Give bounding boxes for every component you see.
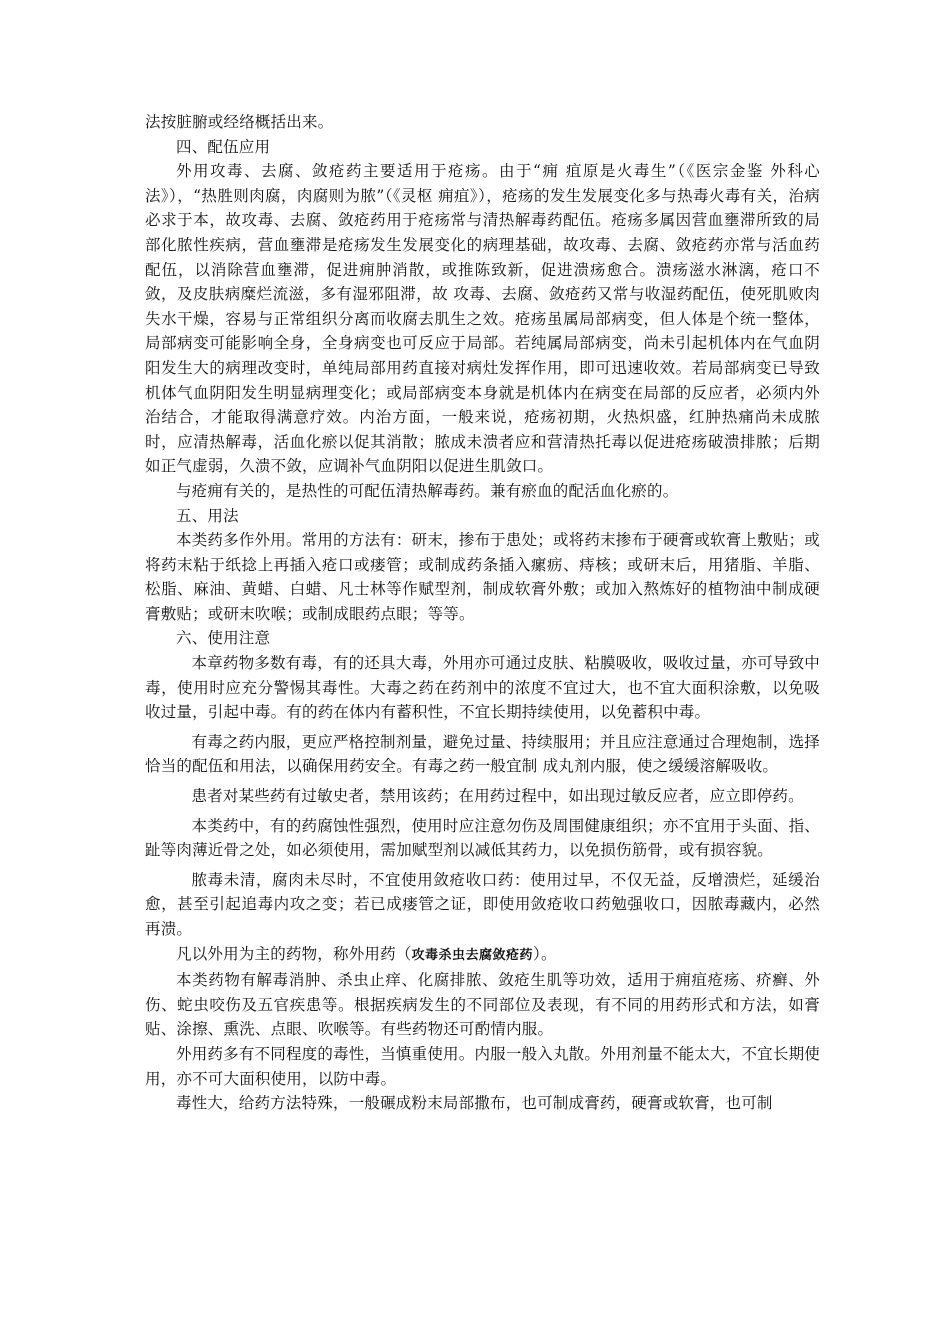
section-heading-compatibility: 四、配伍应用 — [176, 137, 271, 156]
definition-text: 凡以外用为主的药物，称外用药（ — [176, 944, 412, 963]
definition-category-note: 攻毒杀虫去腐敛疮药 — [411, 947, 534, 963]
paragraph-external-method: 毒性大，给药方法特殊，一般碾成粉末局部撒布，也可制成膏药，硬膏或软膏，也可制 — [176, 1094, 773, 1113]
paragraph-external-toxicity: 外用药多有不同程度的毒性，当慎重使用。内服一般入丸散。外用剂量不能太大，不宜长期使用，亦不可大面积使用，以防中毒。 — [145, 1044, 820, 1088]
paragraph-external-functions: 本类药物有解毒消肿、杀虫止痒、化腐排脓、敛疮生肌等功效，适用于痈疽疮疡、疥癣、外伤、蛇虫咬伤及五官疾患等。根据疾病发生的不同部位及表现，有不同的用药形式和方法，如膏贴、涂擦、熏洗、点眼、吹喉等。有些药物还可酌情内服。 — [145, 971, 820, 1039]
paragraph-precaution-internal: 有毒之药内服，更应严格控制剂量，避免过量、持续服用；并且应注意通过合理炮制，选择恰当的配伍和用法，以确保用药安全。有毒之药一般宜制 成丸剂内服，使之缓缓溶解吸收。 — [145, 732, 820, 776]
paragraph-precaution-allergy: 患者对某些药有过敏史者，禁用该药；在用药过程中，如出现过敏反应者，应立即停药。 — [191, 787, 804, 806]
document-body — [145, 110, 820, 1116]
paragraph-precaution-corrosive: 本类药中，有的药腐蚀性强烈，使用时应注意勿伤及周围健康组织；亦不宜用于头面、指、趾等肉薄近骨之处，如必须使用，需加赋型剂以减低其药力，以免损伤筋骨，或有损容貌。 — [145, 816, 820, 860]
paragraph-compatibility-summary: 与疮痈有关的，是热性的可配伍清热解毒药。兼有瘀血的配活血化瘀的。 — [176, 481, 679, 500]
paragraph-precaution-closing: 脓毒未清，腐肉未尽时，不宜使用敛疮收口药：使用过早，不仅无益，反增溃烂，延缓治愈，甚至引起追毒内攻之变；若已成瘘管之证，即使用敛疮收口药勉强收口，因脓毒藏内，必然再溃。 — [145, 870, 820, 938]
paragraph-external-definition — [145, 942, 820, 969]
paragraph-compatibility: 外用攻毒、去腐、敛疮药主要适用于疮疡。由于“痈 疽原是火毒生”（《医宗金鉴 外科心法》），“热胜则肉腐，肉腐则为脓”（《灵枢 痈疽》），疮疡的发生发展变化多与热毒火毒有关，治病必求于本，故攻毒、去腐、敛疮药用于疮疡常与清热解毒药配伍。疮疡多属因营血壅滞所致的局部化脓性疾病，营血壅滞是疮疡发生发展变化的病理基础，故攻毒、去腐、敛疮药亦常与活血药配伍，以消除营血壅滞，促进痈肿消散，或推陈致新，促进溃疡愈合。溃疡滋水淋漓，疮口不敛，及皮肤病糜烂流滋，多有湿邪阻滞，故 攻毒、去腐、敛疮药又常与收湿药配伍，使死肌败肉失水干燥，容易与正常组织分离而收腐去肌生之效。疮疡虽属局部病变，但人体是个统一整体，局部病变可能影响全身，全身病变也可反应于局部。若纯属局部病变，尚未引起机体内在气血阴阳发生大的病理改变时，单纯局部用药直接对病灶发挥作用，即可迅速收效。若局部病变已导致机体气血阴阳发生明显病理变化；或局部病变本身就是机体内在病变在局部的反应者，必须内外治结合，才能取得满意疗效。内治方面，一般来说，疮疡初期，火热炽盛，红肿热痛尚未成脓时，应清热解毒，活血化瘀以促其消散；脓成未溃者应和营清热托毒以促进疮疡破溃排脓；后期如正气虚弱，久溃不敛，应调补气血阴阳以促进生肌敛口。 — [145, 162, 820, 476]
section-heading-usage: 五、用法 — [176, 506, 239, 525]
section-heading-precautions: 六、使用注意 — [176, 629, 271, 648]
paragraph-usage: 本类药多作外用。常用的方法有：研末，掺布于患处；或将药末掺布于硬膏或软膏上敷贴；或将药末粘于纸捻上再插入疮口或瘘管；或制成药条插入瘰疬、痔核；或研末后，用猪脂、羊脂、松脂、麻油、黄蜡、白蜡、凡士林等作赋型剂，制成软膏外敷；或加入熬炼好的植物油中制成硬膏敷贴；或研末吹喉；或制成眼药点眼；等等。 — [145, 531, 820, 623]
definition-close: ）。 — [533, 944, 557, 963]
paragraph-precaution-toxicity: 本章药物多数有毒，有的还具大毒，外用亦可通过皮肤、粘膜吸收，吸收过量，亦可导致中毒，使用时应充分警惕其毒性。大毒之药在药剂中的浓度不宜过大，也不宜大面积涂敷，以免吸收过量，引起中毒。有的药在体内有蓄积性，不宜长期持续使用，以免蓄积中毒。 — [145, 654, 820, 722]
paragraph-continuation: 法按脏腑或经络概括出来。 — [145, 113, 334, 131]
